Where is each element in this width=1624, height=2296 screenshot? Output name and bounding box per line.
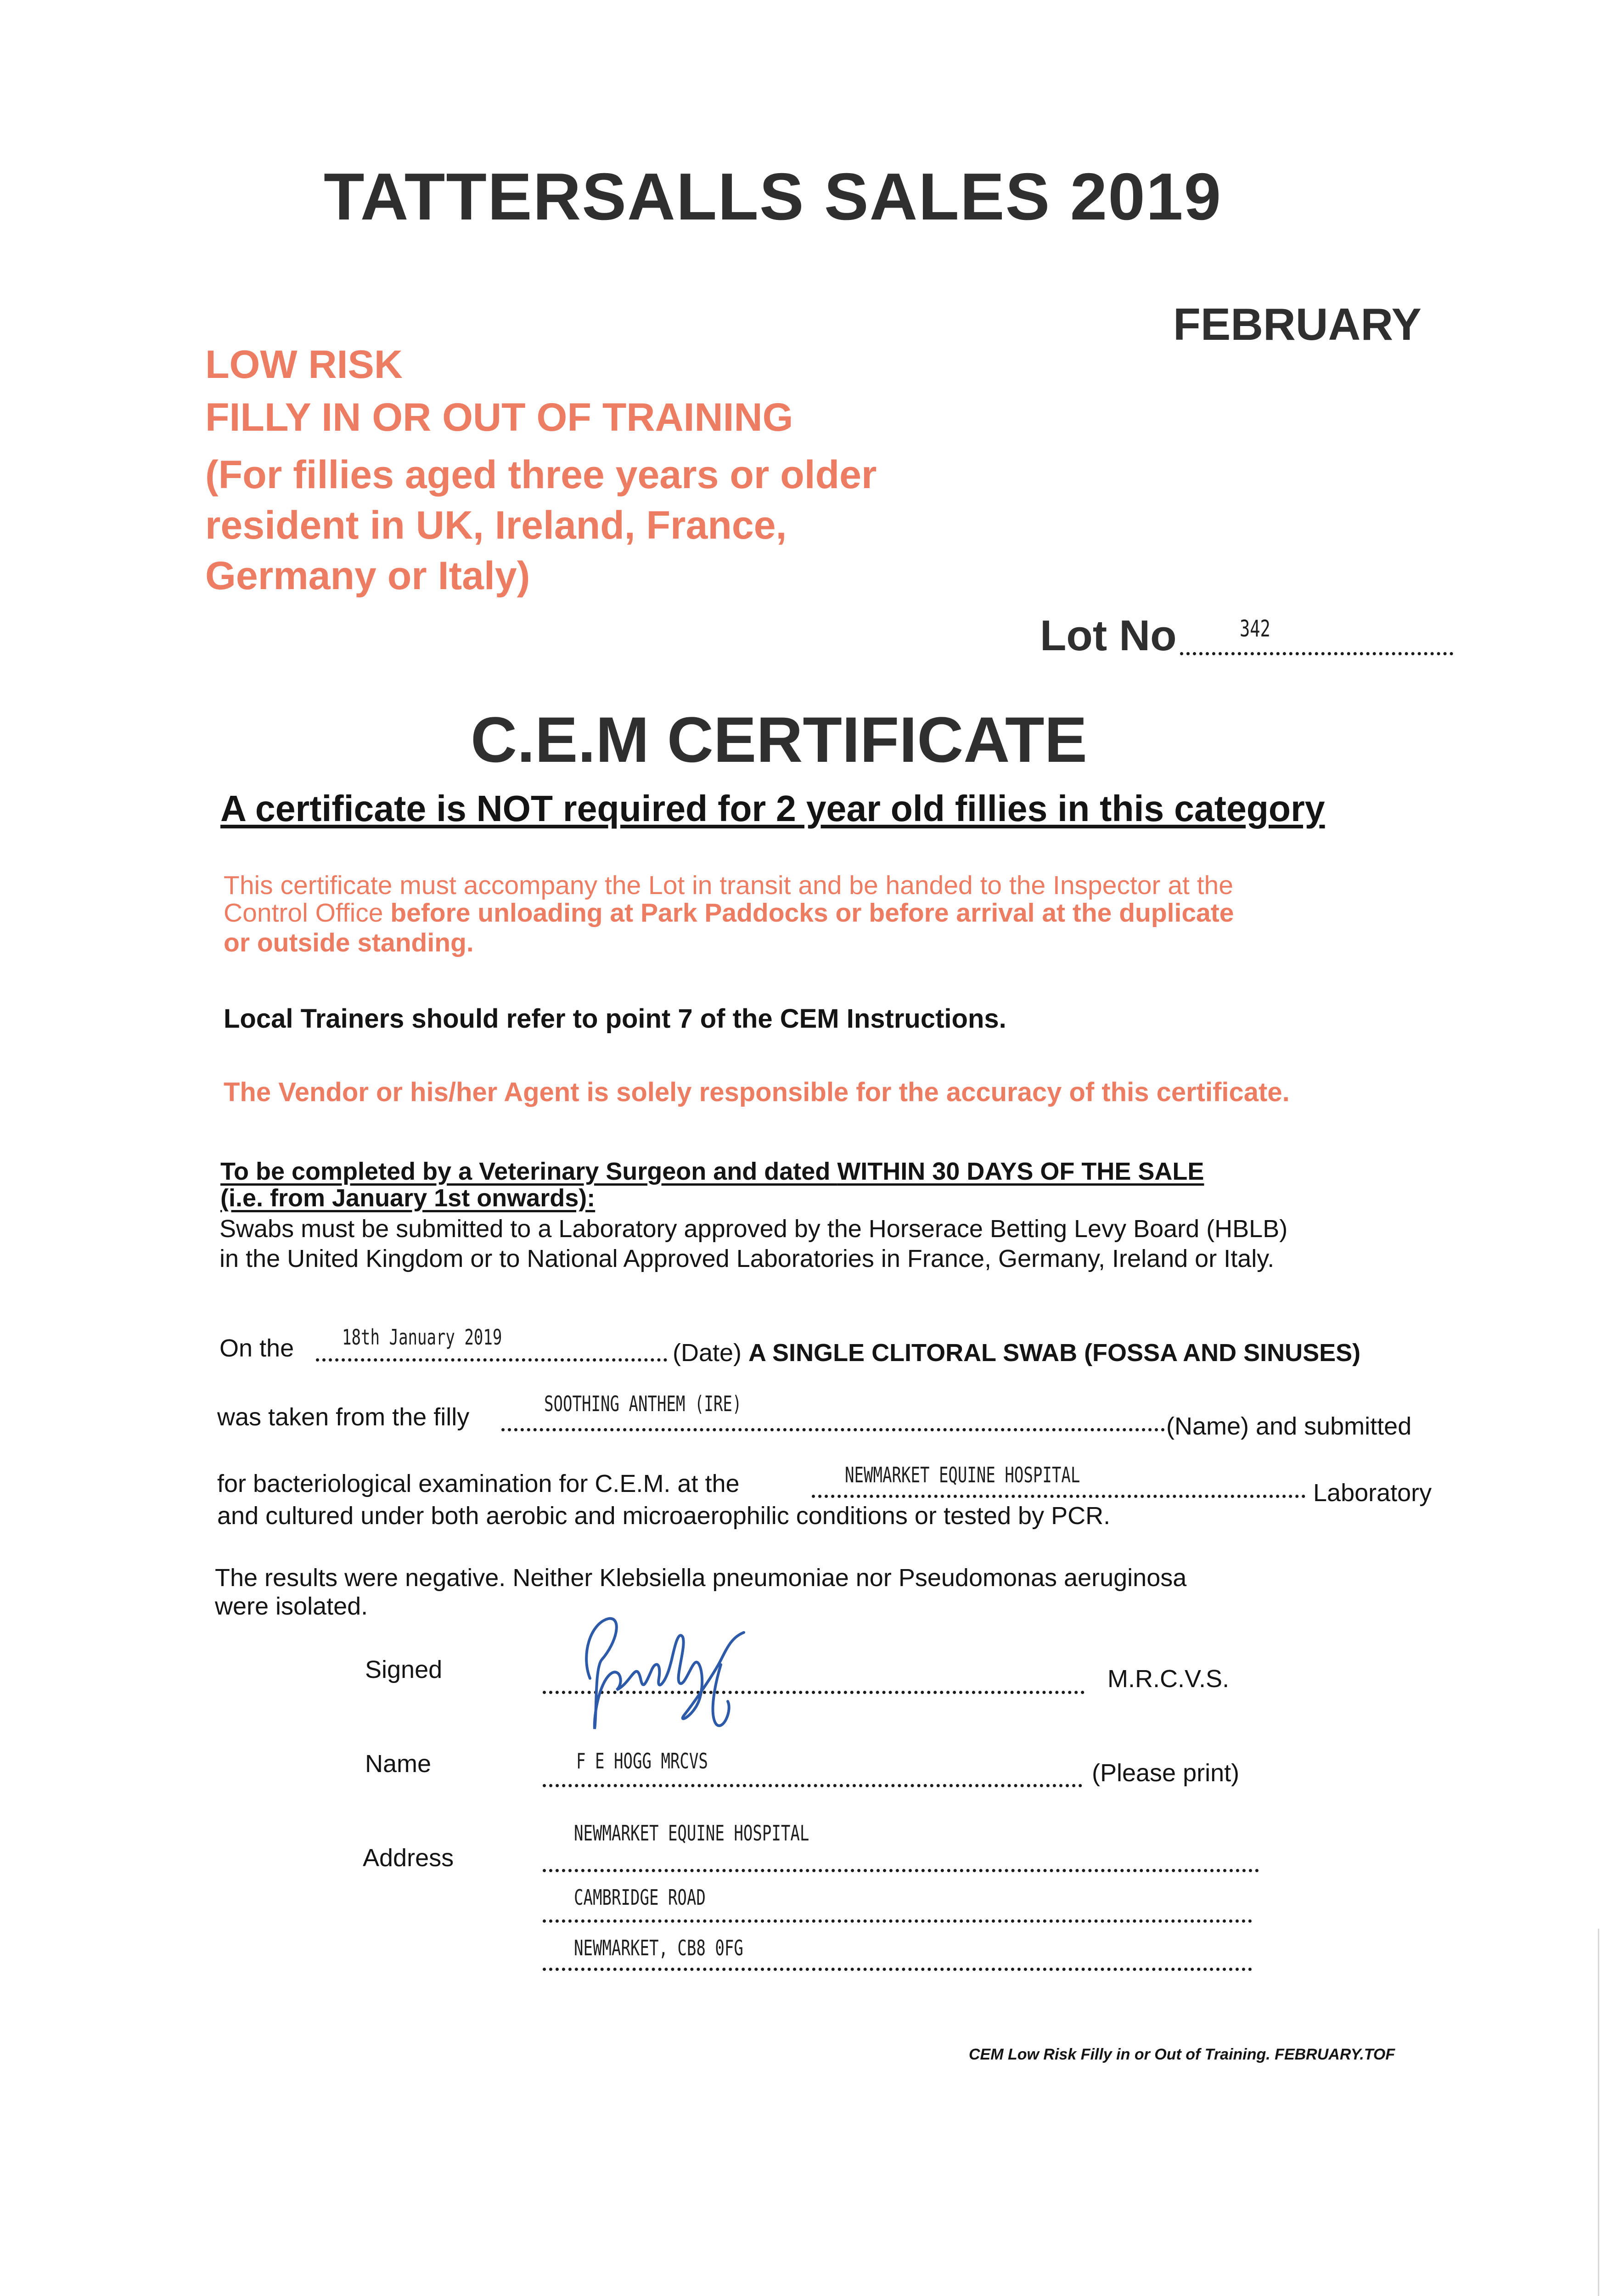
category-residence-note: resident in UK, Ireland, France, — [205, 503, 787, 547]
taken-from-label: was taken from the filly — [217, 1403, 470, 1431]
swab-instruction-line1: Swabs must be submitted to a Laboratory approved by the Horserace Betting Levy Board (HBLB) — [219, 1215, 1288, 1243]
results-line1: The results were negative. Neither Klebsiella pneumoniae nor Pseudomonas aeruginosa — [215, 1564, 1187, 1592]
signature-mark — [562, 1609, 774, 1733]
filly-name-line — [501, 1428, 1165, 1431]
bacteriological-label: for bacteriological examination for C.E.M. at the — [217, 1470, 740, 1497]
address-line3-value: NEWMARKET, CB8 0FG — [574, 1936, 743, 1960]
lot-number-line — [1180, 652, 1453, 655]
address-line1 — [543, 1869, 1259, 1872]
vet-heading-main: To be completed by a Veterinary Surgeon and dated — [220, 1158, 837, 1185]
lab-value: NEWMARKET EQUINE HOSPITAL — [845, 1463, 1080, 1487]
transit-notice-line2 — [224, 898, 1234, 928]
address-line2-value: CAMBRIDGE ROAD — [574, 1885, 706, 1910]
lot-number-label: Lot No — [1040, 611, 1177, 659]
laboratory-label: Laboratory — [1313, 1479, 1432, 1507]
category-countries-note: Germany or Italy) — [205, 554, 530, 598]
results-line2: were isolated. — [215, 1593, 368, 1620]
mrcvs-label: M.R.C.V.S. — [1107, 1665, 1230, 1693]
vendor-responsibility-note: The Vendor or his/her Agent is solely responsible for the accuracy of this certificate. — [224, 1077, 1290, 1107]
name-line — [543, 1784, 1082, 1787]
address-line2 — [543, 1919, 1252, 1923]
name-submitted-label: (Name) and submitted — [1166, 1412, 1412, 1440]
vet-heading — [220, 1157, 1204, 1186]
culture-conditions: and cultured under both aerobic and microaerophilic conditions or tested by PCR. — [217, 1502, 1111, 1530]
vet-heading-date-range: (i.e. from January 1st onwards): — [220, 1184, 596, 1212]
transit-notice-emphasis: before unloading at Park Paddocks or before arrival at the duplicate — [390, 898, 1234, 928]
name-label: Name — [365, 1750, 432, 1778]
date-value: 18th January 2019 — [342, 1325, 502, 1350]
local-trainers-note: Local Trainers should refer to point 7 of the CEM Instructions. — [224, 1004, 1006, 1034]
sale-month: FEBRUARY — [1173, 299, 1422, 349]
filly-name-value: SOOTHING ANTHEM (IRE) — [544, 1391, 742, 1416]
transit-notice-control-office: Control Office — [224, 898, 391, 928]
please-print-label: (Please print) — [1092, 1759, 1240, 1787]
swab-type: A SINGLE CLITORAL SWAB (FOSSA AND SINUSES) — [748, 1339, 1361, 1367]
date-label-text: (Date) — [673, 1339, 742, 1367]
lab-line — [812, 1495, 1305, 1498]
transit-notice-line1: This certificate must accompany the Lot in transit and be handed to the Inspector at the — [224, 871, 1233, 900]
category-age-note: (For fillies aged three years or older — [205, 453, 877, 497]
lot-number-value: 342 — [1240, 615, 1270, 642]
vet-name-value: F E HOGG MRCVS — [576, 1749, 708, 1773]
signed-label: Signed — [365, 1656, 443, 1683]
on-the-label: On the — [219, 1334, 294, 1362]
category-filly-training: FILLY IN OR OUT OF TRAINING — [205, 395, 793, 439]
certificate-title: C.E.M CERTIFICATE — [471, 703, 1087, 776]
risk-category: LOW RISK — [205, 343, 403, 387]
scan-edge — [1598, 1929, 1599, 2296]
address-label: Address — [363, 1844, 454, 1872]
transit-notice-line3: or outside standing. — [224, 928, 474, 957]
address-line3 — [543, 1968, 1252, 1971]
vet-heading-deadline: WITHIN 30 DAYS OF THE SALE — [837, 1158, 1204, 1185]
date-line — [316, 1358, 667, 1362]
swab-instruction-line2: in the United Kingdom or to National Approved Laboratories in France, Germany, Ireland or Italy. — [219, 1245, 1275, 1272]
address-line1-value: NEWMARKET EQUINE HOSPITAL — [574, 1821, 809, 1846]
not-required-notice: A certificate is NOT required for 2 year old fillies in this category — [220, 788, 1325, 829]
footer-reference: CEM Low Risk Filly in or Out of Training. FEBRUARY.TOF — [969, 2046, 1395, 2063]
date-label — [673, 1339, 1360, 1367]
page-title: TATTERSALLS SALES 2019 — [324, 159, 1222, 234]
